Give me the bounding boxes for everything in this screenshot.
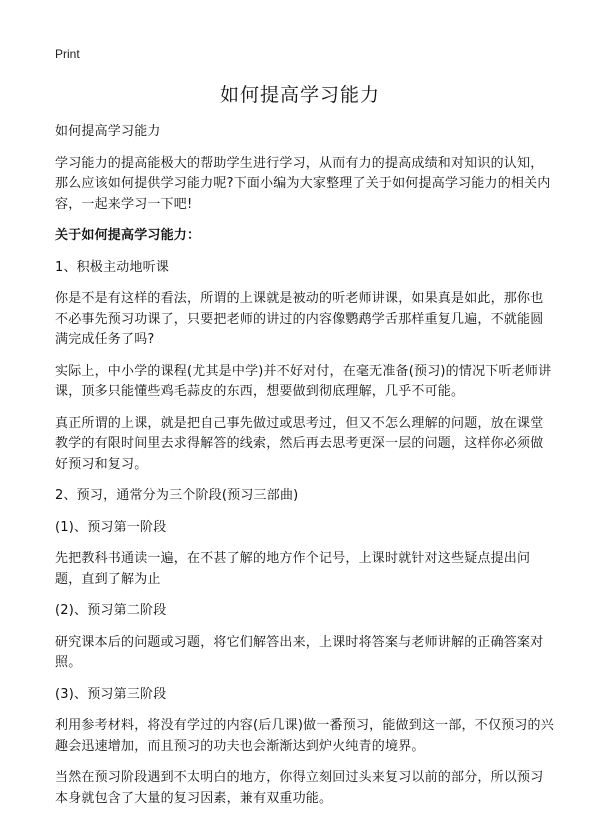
body-paragraph: 研究课本后的问题或习题，将它们解答出来，上课时将答案与老师讲解的正确答案对照。 <box>55 634 544 670</box>
intro-paragraph: 学习能力的提高能极大的帮助学生进行学习，从而有力的提高成绩和对知识的认知，那么应该如何提供学习能力呢?下面小编为大家整理了关于如何提高学习能力的相关内容，一起来学习一下吧! <box>55 155 551 212</box>
body-paragraph: 利用参考材料，将没有学过的内容(后几课)做一番预习，能做到这一部，不仅预习的兴趣会迅速增加，而且预习的功夫也会渐渐达到炉火纯青的境界。 <box>55 718 554 754</box>
sub-heading-stage-1: (1)、预习第一阶段 <box>55 519 167 535</box>
article-body <box>55 122 555 820</box>
body-paragraph: 当然在预习阶段遇到不太明白的地方，你得立刻回过头来复习以前的部分，所以预习本身就包含了大量的复习因素，兼有双重功能。 <box>55 770 544 806</box>
page-title: 如何提高学习能力 <box>219 84 380 106</box>
sub-heading-stage-3: (3)、预习第三阶段 <box>55 686 167 702</box>
list-heading-2: 2、预习，通常分为三个阶段(预习三部曲) <box>55 488 299 503</box>
body-paragraph: 真正所谓的上课，就是把自己事先做过或思考过，但又不怎么理解的问题，放在课堂教学的有限时间里去求得解答的线索，然后再去思考更深一层的问题，这样你必须做好预习和复习。 <box>55 415 544 472</box>
body-paragraph: 你是不是有这样的看法，所谓的上课就是被动的听老师讲课，如果真是如此，那你也不必事先预习功课了，只要把老师的讲过的内容像鹦鹉学舌那样重复几遍，不就能圆满完成任务了吗? <box>55 291 544 347</box>
print-link[interactable]: Print <box>55 47 80 61</box>
list-heading-1: 1、积极主动地听课 <box>55 259 170 275</box>
body-paragraph: 先把教科书通读一遍，在不甚了解的地方作个记号，上课时就针对这些疑点提出问题，直到了解为止 <box>55 551 531 587</box>
section-heading: 关于如何提高学习能力： <box>55 228 201 243</box>
body-paragraph: 实际上，中小学的课程(尤其是中学)并不好对付，在毫无准备(预习)的情况下听老师讲课，顶多只能懂些鸡毛蒜皮的东西，想要做到彻底理解，几乎不可能。 <box>55 363 552 399</box>
sub-heading-stage-2: (2)、预习第二阶段 <box>55 603 167 618</box>
article-subtitle: 如何提高学习能力 <box>55 124 161 139</box>
